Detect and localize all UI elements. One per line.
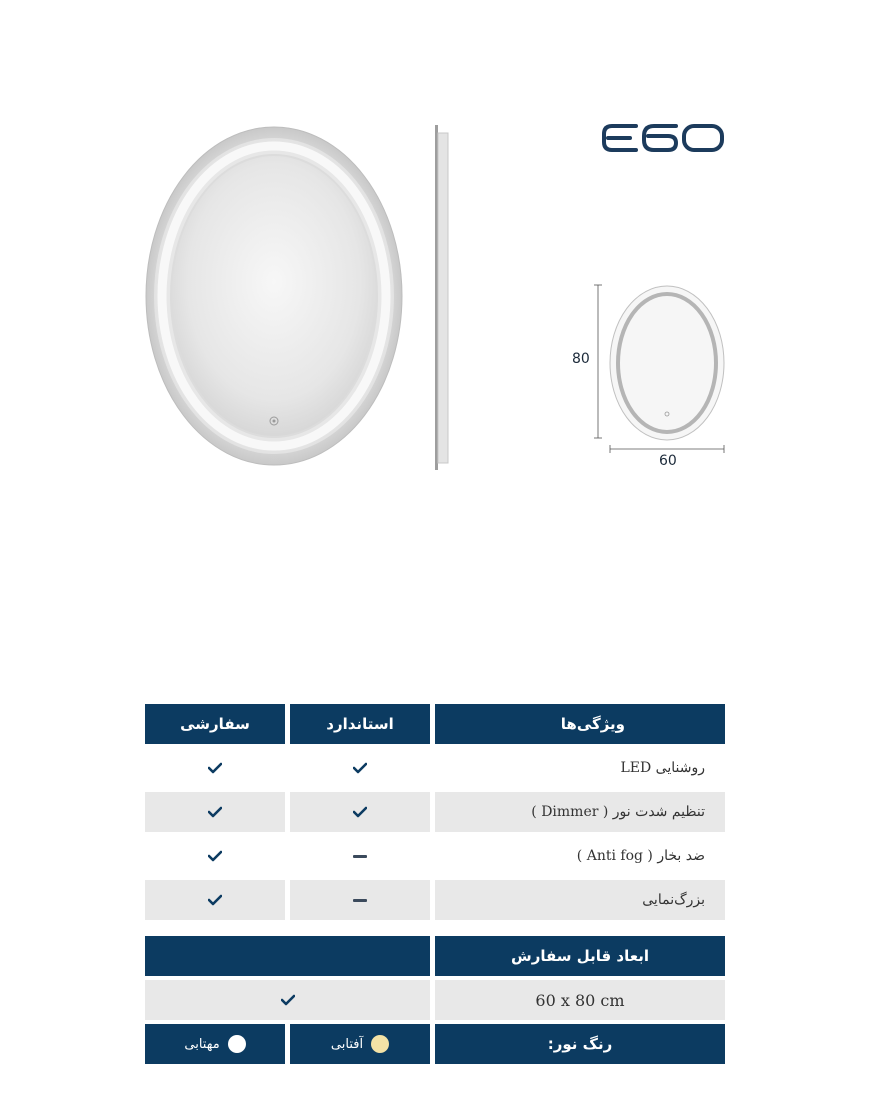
moonlight-swatch-icon <box>228 1035 246 1053</box>
standard-value <box>290 792 430 832</box>
standard-value <box>290 836 430 876</box>
feature-label: ضد بخار ( Anti fog ) <box>576 848 705 864</box>
size-availability <box>145 980 430 1020</box>
standard-value <box>290 880 430 920</box>
standard-value <box>290 748 430 788</box>
check-icon <box>208 806 222 818</box>
standard-header: استاندارد <box>290 704 430 744</box>
custom-header: سفارشی <box>145 704 285 744</box>
model-logo <box>598 120 728 156</box>
check-icon <box>208 762 222 774</box>
light-color-row <box>145 1024 725 1064</box>
feature-label: بزرگ‌نمایی <box>435 880 725 920</box>
check-icon <box>208 894 222 906</box>
table-row <box>145 980 725 1020</box>
features-table-header <box>145 704 725 744</box>
features-header: ویژگی‌ها <box>435 704 725 744</box>
light-color-label: رنگ نور: <box>435 1024 725 1064</box>
height-dimension-label: 80 <box>572 351 590 367</box>
custom-value <box>145 836 285 876</box>
table-row <box>145 880 725 920</box>
table-row <box>145 792 725 832</box>
dash-icon <box>353 899 367 902</box>
sunny-swatch-icon <box>371 1035 389 1053</box>
dash-icon <box>353 855 367 858</box>
check-icon <box>208 850 222 862</box>
light-color-name: آفتابی <box>330 1036 364 1052</box>
width-dimension-label: 60 <box>659 453 677 469</box>
mirror-side-view <box>432 125 452 470</box>
mirror-front-view <box>144 125 404 467</box>
order-table <box>145 936 725 1068</box>
custom-value <box>145 748 285 788</box>
check-icon <box>281 994 295 1006</box>
custom-value <box>145 880 285 920</box>
order-size-header: ابعاد قابل سفارش <box>435 936 725 976</box>
light-color-option <box>290 1024 430 1064</box>
table-row <box>145 836 725 876</box>
order-table-header <box>145 936 725 976</box>
feature-label: تنظیم شدت نور ( Dimmer ) <box>435 792 725 832</box>
check-icon <box>353 806 367 818</box>
check-icon <box>353 762 367 774</box>
light-color-option <box>145 1024 285 1064</box>
light-color-name: مهتابی <box>184 1036 220 1052</box>
dimension-drawing <box>560 280 740 475</box>
features-table <box>145 704 725 924</box>
size-value: 60 x 80 cm <box>435 980 725 1020</box>
table-row <box>145 748 725 788</box>
custom-value <box>145 792 285 832</box>
logo-text: E60 <box>598 120 600 121</box>
order-header-blank <box>145 936 430 976</box>
feature-label: روشنایی LED <box>620 760 705 776</box>
